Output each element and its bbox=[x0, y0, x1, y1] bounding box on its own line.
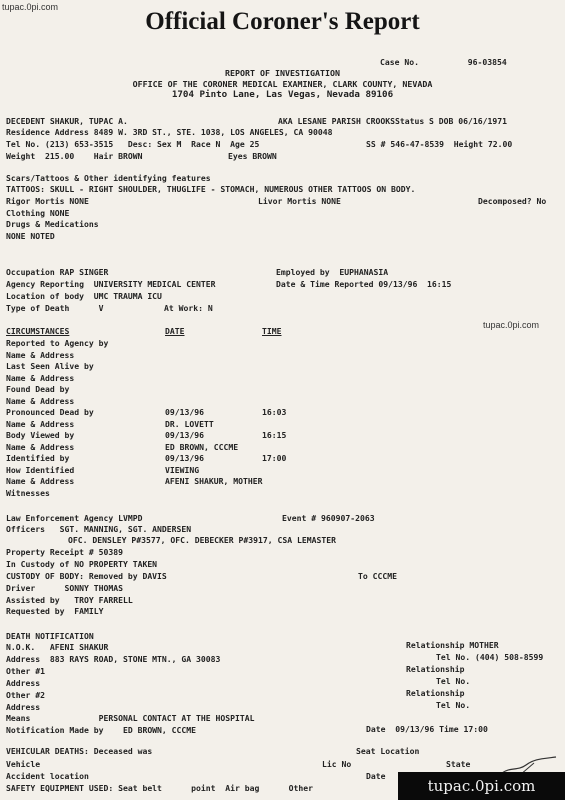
lic-no: Lic No bbox=[322, 759, 352, 769]
vehicular-heading: VEHICULAR DEATHS: Deceased was bbox=[6, 746, 153, 756]
nok-tel: Tel No. (404) 508-8599 bbox=[436, 652, 544, 662]
decedent-name: DECEDENT SHAKUR, TUPAC A. bbox=[6, 116, 128, 126]
decedent-weight: Weight 215.00 Hair BROWN bbox=[6, 151, 143, 161]
circumstance-date: ED BROWN, CCCME bbox=[165, 442, 239, 452]
circumstances-heading: CIRCUMSTANCES bbox=[6, 326, 70, 336]
other-1-tel: Tel No. bbox=[436, 676, 471, 686]
assisted-by: Assisted by TROY FARRELL bbox=[6, 595, 133, 605]
tattoos: TATTOOS: SKULL - RIGHT SHOULDER, THUGLIFE - STOMACH, NUMEROUS OTHER TATTOOS ON BODY. bbox=[6, 184, 416, 194]
circumstance-label: Name & Address bbox=[6, 442, 75, 452]
circumstance-date: 09/13/96 bbox=[165, 430, 204, 440]
law-agency: Law Enforcement Agency LVMPD bbox=[6, 513, 143, 523]
livor-mortis: Livor Mortis NONE bbox=[258, 196, 341, 206]
clothing: Clothing NONE bbox=[6, 208, 70, 218]
circumstance-time: 16:15 bbox=[262, 430, 287, 440]
watermark-bottom-bar: tupac.0pi.com bbox=[398, 772, 565, 800]
decomposed: Decomposed? No bbox=[478, 196, 547, 206]
circumstance-time: 17:00 bbox=[262, 453, 287, 463]
circumstance-label: Pronounced Dead by bbox=[6, 407, 94, 417]
state: State bbox=[446, 759, 471, 769]
agency-reporting: Agency Reporting UNIVERSITY MEDICAL CENTER bbox=[6, 279, 216, 289]
case-number: Case No. 96-03854 bbox=[380, 57, 507, 67]
circumstance-label: Name & Address bbox=[6, 350, 75, 360]
occupation: Occupation RAP SINGER bbox=[6, 267, 109, 277]
in-custody-of: In Custody of NO PROPERTY TAKEN bbox=[6, 559, 158, 569]
driver: Driver SONNY THOMAS bbox=[6, 583, 123, 593]
scars-label: Scars/Tattoos & Other identifying features bbox=[6, 173, 211, 183]
circumstance-label: How Identified bbox=[6, 465, 75, 475]
type-of-death: Type of Death V bbox=[6, 303, 104, 313]
time-heading: TIME bbox=[262, 326, 282, 336]
watermark-middle: tupac.0pi.com bbox=[483, 320, 540, 330]
circumstance-label: Witnesses bbox=[6, 488, 50, 498]
circumstance-label: Name & Address bbox=[6, 419, 75, 429]
circumstance-date: VIEWING bbox=[165, 465, 200, 475]
custody-to: To CCCME bbox=[358, 571, 397, 581]
location-of-body: Location of body UMC TRAUMA ICU bbox=[6, 291, 162, 301]
other-2-tel: Tel No. bbox=[436, 700, 471, 710]
accident-location: Accident location bbox=[6, 771, 89, 781]
watermark-top: tupac.0pi.com bbox=[2, 2, 59, 12]
officers-line-1: Officers SGT. MANNING, SGT. ANDERSEN bbox=[6, 524, 192, 534]
property-receipt: Property Receipt # 50389 bbox=[6, 547, 123, 557]
drugs-label: Drugs & Medications bbox=[6, 219, 99, 229]
circumstance-date: 09/13/96 bbox=[165, 407, 204, 417]
seat-location: Seat Location bbox=[356, 746, 420, 756]
notification-made-by: Notification Made by ED BROWN, CCCME bbox=[6, 725, 197, 735]
event-number: Event # 960907-2063 bbox=[282, 513, 375, 523]
other-1: Other #1 bbox=[6, 666, 45, 676]
decedent-eyes: Eyes BROWN bbox=[228, 151, 277, 161]
circumstance-label: Reported to Agency by bbox=[6, 338, 109, 348]
decedent-tel: Tel No. (213) 653-3515 Desc: Sex M Race N Age 25 bbox=[6, 139, 260, 149]
header-line-1: REPORT OF INVESTIGATION bbox=[225, 68, 340, 78]
circumstance-label: Identified by bbox=[6, 453, 70, 463]
circumstance-label: Name & Address bbox=[6, 476, 75, 486]
officers-line-2: OFC. DENSLEY P#3577, OFC. DEBECKER P#3917, CSA LEMASTER bbox=[68, 535, 337, 545]
header-line-3: 1704 Pinto Lane, Las Vegas, Nevada 89106 bbox=[171, 89, 394, 100]
custody-of-body: CUSTODY OF BODY: Removed by DAVIS bbox=[6, 571, 167, 581]
safety-equipment: SAFETY EQUIPMENT USED: Seat belt point Air bag Other bbox=[6, 783, 313, 793]
circumstance-date: AFENI SHAKUR, MOTHER bbox=[165, 476, 263, 486]
nok-relationship: Relationship MOTHER bbox=[406, 640, 499, 650]
circumstance-date: DR. LOVETT bbox=[165, 419, 214, 429]
rigor-mortis: Rigor Mortis NONE bbox=[6, 196, 89, 206]
at-work: At Work: N bbox=[164, 303, 213, 313]
notification-means: Means PERSONAL CONTACT AT THE HOSPITAL bbox=[6, 713, 255, 723]
report-title: Official Coroner's Report bbox=[145, 8, 420, 35]
vehicle: Vehicle bbox=[6, 759, 41, 769]
death-notification-heading: DEATH NOTIFICATION bbox=[6, 631, 94, 641]
circumstance-time: 16:03 bbox=[262, 407, 287, 417]
notification-date-time: Date 09/13/96 Time 17:00 bbox=[366, 724, 488, 734]
other-2-address: Address bbox=[6, 702, 41, 712]
accident-date: Date bbox=[366, 771, 386, 781]
circumstance-label: Last Seen Alive by bbox=[6, 361, 94, 371]
decedent-aka: AKA LESANE PARISH CROOKSStatus S DOB 06/16/1971 bbox=[278, 116, 508, 126]
other-2: Other #2 bbox=[6, 690, 45, 700]
nok-address: Address 883 RAYS ROAD, STONE MTN., GA 30083 bbox=[6, 654, 221, 664]
circumstance-label: Found Dead by bbox=[6, 384, 70, 394]
nok: N.O.K. AFENI SHAKUR bbox=[6, 642, 109, 652]
date-time-reported: Date & Time Reported 09/13/96 16:15 bbox=[276, 279, 452, 289]
date-heading: DATE bbox=[165, 326, 185, 336]
other-1-relationship: Relationship bbox=[406, 664, 465, 674]
other-2-relationship: Relationship bbox=[406, 688, 465, 698]
header-line-2: OFFICE OF THE CORONER MEDICAL EXAMINER, CLARK COUNTY, NEVADA bbox=[132, 79, 433, 89]
none-noted: NONE NOTED bbox=[6, 231, 55, 241]
circumstance-label: Name & Address bbox=[6, 373, 75, 383]
decedent-ss: SS # 546-47-8539 Height 72.00 bbox=[366, 139, 513, 149]
circumstance-label: Body Viewed by bbox=[6, 430, 75, 440]
other-1-address: Address bbox=[6, 678, 41, 688]
circumstance-date: 09/13/96 bbox=[165, 453, 204, 463]
residence-address: Residence Address 8489 W. 3RD ST., STE. 1038, LOS ANGELES, CA 90048 bbox=[6, 127, 333, 137]
circumstance-label: Name & Address bbox=[6, 396, 75, 406]
requested-by: Requested by FAMILY bbox=[6, 606, 104, 616]
employed-by: Employed by EUPHANASIA bbox=[276, 267, 389, 277]
